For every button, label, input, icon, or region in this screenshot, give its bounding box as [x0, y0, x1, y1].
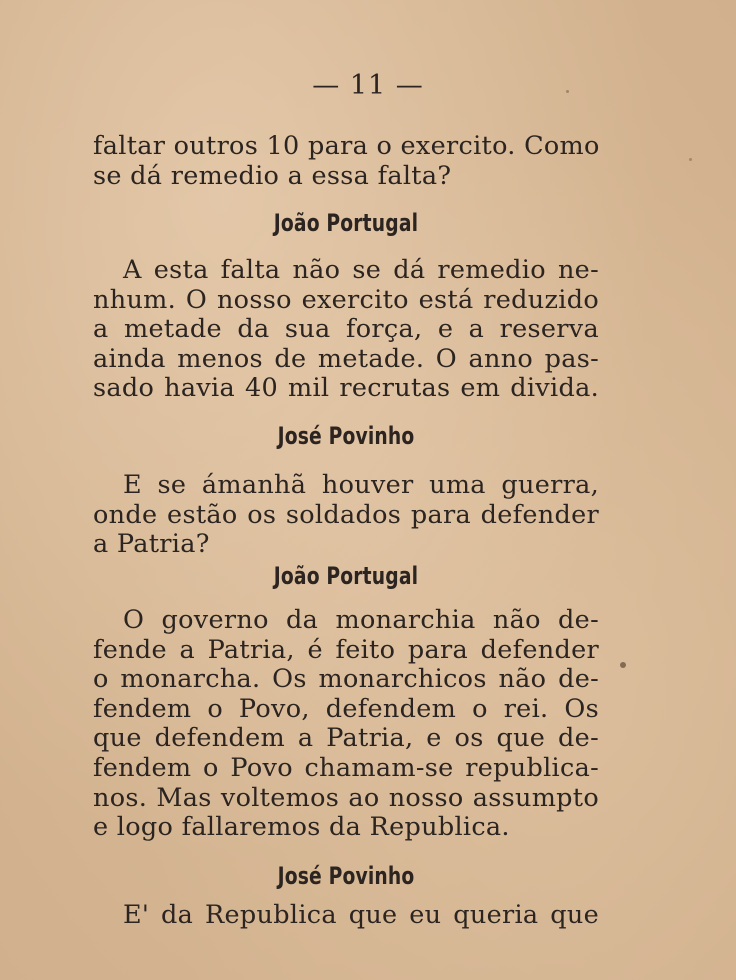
paragraph: [93, 901, 599, 931]
speaker-heading: José Povinho: [277, 422, 415, 450]
text-line: fende a Patria, é feito para defender: [93, 634, 599, 665]
paper-speck: [689, 158, 692, 161]
text-line: nhum. O nosso exercito está reduzido: [93, 284, 599, 315]
text-line: a Patria?: [93, 529, 210, 560]
paper-speck: [566, 90, 569, 93]
speaker-heading: João Portugal: [273, 209, 419, 237]
text-line: ainda menos de metade. O anno pas-: [93, 343, 599, 374]
text-line: sado havia 40 mil recrutas em divida.: [93, 373, 599, 404]
paragraph: [93, 471, 599, 560]
text-line: a metade da sua força, e a reserva: [93, 314, 599, 345]
paragraph: [93, 132, 599, 191]
text-line: fendem o Povo, defendem o rei. Os: [93, 693, 599, 724]
text-line: nos. Mas voltemos ao nosso assumpto: [93, 782, 599, 813]
text-line: fendem o Povo chamam-se republica-: [93, 752, 599, 783]
text-line: onde estão os soldados para defender: [93, 499, 599, 530]
text-line: E se ámanhã houver uma guerra,: [123, 470, 599, 500]
paragraph: [93, 606, 599, 843]
page-number: — 11 —: [312, 70, 424, 101]
speaker-heading: José Povinho: [277, 862, 415, 890]
text-line: o monarcha. Os monarchicos não de-: [93, 664, 599, 695]
paragraph: [93, 256, 599, 404]
text-line: e logo fallaremos da Republica.: [93, 812, 510, 843]
text-line: que defendem a Patria, e os que de-: [93, 723, 599, 754]
text-line: E' da Republica que eu queria que: [123, 900, 599, 930]
text-line: faltar outros 10 para o exercito. Como: [93, 131, 600, 161]
text-line: A esta falta não se dá remedio ne-: [123, 255, 599, 285]
text-line: se dá remedio a essa falta?: [93, 160, 452, 191]
text-line: O governo da monarchia não de-: [123, 605, 599, 635]
speaker-heading: João Portugal: [273, 562, 419, 590]
paper-speck: [620, 662, 626, 668]
